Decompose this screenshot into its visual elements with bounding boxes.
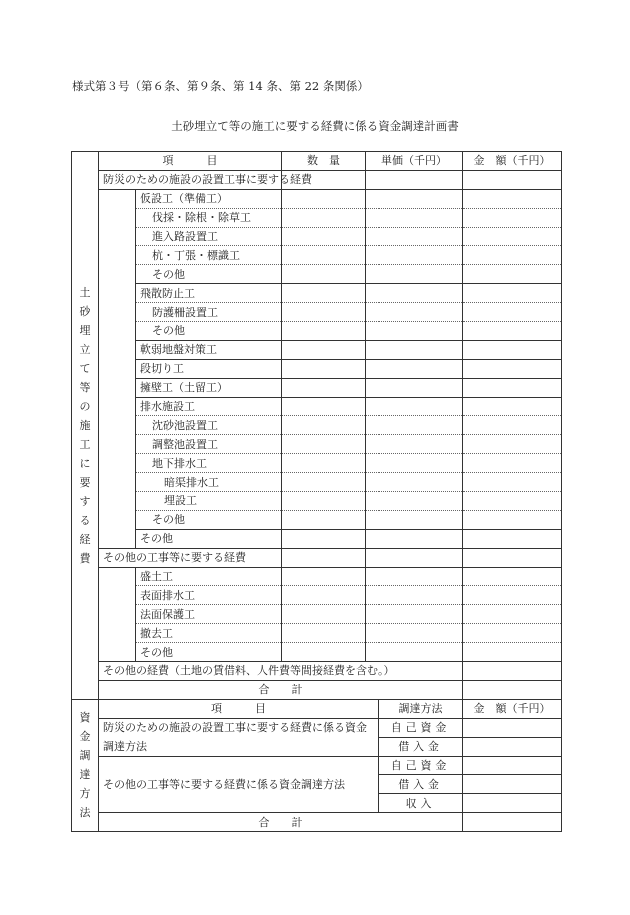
cost-item-label: 暗渠排水工	[136, 473, 282, 492]
header-item: 項 目	[99, 152, 282, 171]
funding-plan-table	[71, 151, 562, 832]
table-row	[72, 680, 562, 699]
amount-cell[interactable]	[463, 246, 562, 265]
amount-cell[interactable]	[463, 322, 562, 341]
unit-price-cell[interactable]	[366, 227, 463, 246]
quantity-cell[interactable]	[282, 397, 366, 416]
table-row	[72, 246, 562, 265]
table-row	[72, 416, 562, 435]
amount-cell[interactable]	[463, 284, 562, 303]
table-row	[72, 189, 562, 208]
section1-total-label: 合 計	[99, 680, 463, 699]
amount-cell[interactable]	[463, 303, 562, 322]
table-cell	[366, 548, 463, 567]
table-row	[72, 265, 562, 284]
quantity-cell[interactable]	[282, 624, 366, 643]
quantity-cell[interactable]	[282, 492, 366, 511]
unit-price-cell[interactable]	[366, 435, 463, 454]
cost-item-label: 伐採・除根・除草工	[136, 208, 282, 227]
amount-cell[interactable]	[463, 397, 562, 416]
table-row	[72, 718, 562, 737]
unit-price-cell[interactable]	[366, 246, 463, 265]
amount-cell[interactable]	[463, 416, 562, 435]
other-works-item-label: 表面排水工	[136, 586, 282, 605]
unit-price-cell[interactable]	[366, 586, 463, 605]
table-row	[72, 699, 562, 718]
table-row	[72, 662, 562, 681]
quantity-cell[interactable]	[282, 340, 366, 359]
header-item: 項 目	[99, 699, 379, 718]
amount-cell[interactable]	[463, 775, 562, 794]
amount-cell[interactable]	[463, 492, 562, 511]
vertical-section-label	[72, 699, 99, 831]
table-row	[72, 586, 562, 605]
quantity-cell[interactable]	[282, 567, 366, 586]
disaster-funding-label-cont: 調達方法	[99, 737, 379, 756]
unit-price-cell[interactable]	[366, 397, 463, 416]
unit-price-cell[interactable]	[366, 624, 463, 643]
total-amount-cell[interactable]	[463, 813, 562, 832]
quantity-cell[interactable]	[282, 529, 366, 548]
funding-method: 収入	[379, 794, 463, 813]
table-row	[72, 548, 562, 567]
amount-cell[interactable]	[463, 756, 562, 775]
cost-item-label: 軟弱地盤対策工	[136, 340, 282, 359]
other-works-item-label: その他	[136, 643, 282, 662]
cost-item-label: 埋設工	[136, 492, 282, 511]
quantity-cell[interactable]	[282, 586, 366, 605]
unit-price-cell[interactable]	[366, 605, 463, 624]
unit-price-cell[interactable]	[366, 454, 463, 473]
unit-price-cell[interactable]	[366, 189, 463, 208]
amount-cell[interactable]	[463, 265, 562, 284]
quantity-cell[interactable]	[282, 265, 366, 284]
funding-method: 借入金	[379, 737, 463, 756]
other-works-item-label: 法面保護工	[136, 605, 282, 624]
funding-method: 自己資金	[379, 756, 463, 775]
unit-price-cell[interactable]	[366, 322, 463, 341]
table-row	[72, 454, 562, 473]
indent-spacer	[99, 189, 136, 548]
cost-item-label: その他	[136, 322, 282, 341]
unit-price-cell[interactable]	[366, 378, 463, 397]
unit-price-cell[interactable]	[366, 529, 463, 548]
cost-item-label: 杭・丁張・標識工	[136, 246, 282, 265]
amount-cell[interactable]	[463, 718, 562, 737]
disaster-works-heading: 防災のための施設の設置工事に要する経費	[99, 170, 282, 189]
header-unit-price: 単価（千円）	[366, 152, 463, 171]
unit-price-cell[interactable]	[366, 303, 463, 322]
amount-cell[interactable]	[463, 454, 562, 473]
quantity-cell[interactable]	[282, 416, 366, 435]
indent-spacer	[99, 567, 136, 661]
table-row	[72, 152, 562, 171]
cost-item-label: 仮設工（準備工）	[136, 189, 282, 208]
quantity-cell[interactable]	[282, 378, 366, 397]
amount-cell[interactable]	[463, 340, 562, 359]
amount-cell[interactable]	[463, 605, 562, 624]
quantity-cell[interactable]	[282, 454, 366, 473]
cost-item-label: 防護柵設置工	[136, 303, 282, 322]
form-number: 様式第３号（第６条、第９条、第 14 条、第 22 条関係）	[72, 79, 369, 93]
table-row	[72, 208, 562, 227]
table-row	[72, 643, 562, 662]
table-row	[72, 397, 562, 416]
header-amount: 金 額（千円）	[463, 699, 562, 718]
amount-cell[interactable]	[463, 510, 562, 529]
table-row	[72, 473, 562, 492]
amount-cell[interactable]	[463, 662, 562, 681]
other-works-item-label: 盛土工	[136, 567, 282, 586]
amount-cell[interactable]	[463, 737, 562, 756]
header-quantity: 数 量	[282, 152, 366, 171]
document-title: 土砂埋立て等の施工に要する経費に係る資金調達計画書	[171, 119, 459, 133]
quantity-cell[interactable]	[282, 246, 366, 265]
table-row	[72, 529, 562, 548]
amount-cell[interactable]	[463, 359, 562, 378]
funding-method: 借入金	[379, 775, 463, 794]
other-expenses-row-label: その他の経費（土地の賃借料、人件費等間接経費を含む。）	[99, 662, 463, 681]
table-row	[72, 170, 562, 189]
table-row	[72, 737, 562, 756]
unit-price-cell[interactable]	[366, 359, 463, 378]
unit-price-cell[interactable]	[366, 340, 463, 359]
quantity-cell[interactable]	[282, 303, 366, 322]
table-row	[72, 227, 562, 246]
unit-price-cell[interactable]	[366, 208, 463, 227]
section2-total-label: 合 計	[99, 813, 463, 832]
table-row	[72, 435, 562, 454]
quantity-cell[interactable]	[282, 189, 366, 208]
quantity-cell[interactable]	[282, 435, 366, 454]
disaster-funding-label: 防災のための施設の設置工事に要する経費に係る資金	[99, 718, 379, 737]
header-method: 調達方法	[379, 699, 463, 718]
cost-item-label: その他	[136, 510, 282, 529]
table-cell	[463, 548, 562, 567]
unit-price-cell[interactable]	[366, 473, 463, 492]
unit-price-cell[interactable]	[366, 265, 463, 284]
funding-method: 自己資金	[379, 718, 463, 737]
table-row	[72, 756, 562, 775]
table-row	[72, 303, 562, 322]
table-cell	[463, 170, 562, 189]
unit-price-cell[interactable]	[366, 284, 463, 303]
unit-price-cell[interactable]	[366, 643, 463, 662]
cost-item-label: 進入路設置工	[136, 227, 282, 246]
amount-cell[interactable]	[463, 624, 562, 643]
amount-cell[interactable]	[463, 227, 562, 246]
cost-item-label: 段切り工	[136, 359, 282, 378]
header-amount: 金 額（千円）	[463, 152, 562, 171]
other-funding-label: その他の工事等に要する経費に係る資金調達方法	[99, 756, 379, 813]
section-label-text: 資 金 調 達 方 法	[79, 711, 91, 820]
amount-cell[interactable]	[463, 586, 562, 605]
amount-cell[interactable]	[463, 567, 562, 586]
amount-cell[interactable]	[463, 378, 562, 397]
vertical-section-label	[72, 152, 99, 700]
table-row	[72, 340, 562, 359]
table-row	[72, 359, 562, 378]
cost-item-label: その他	[136, 265, 282, 284]
unit-price-cell[interactable]	[366, 510, 463, 529]
amount-cell[interactable]	[463, 435, 562, 454]
quantity-cell[interactable]	[282, 208, 366, 227]
table-row	[72, 322, 562, 341]
cost-item-label: 排水施設工	[136, 397, 282, 416]
table-row	[72, 510, 562, 529]
other-works-heading: その他の工事等に要する経費	[99, 548, 282, 567]
quantity-cell[interactable]	[282, 227, 366, 246]
quantity-cell[interactable]	[282, 359, 366, 378]
unit-price-cell[interactable]	[366, 492, 463, 511]
section-label-text: 土 砂 埋 立 て 等 の 施 工 に 要 す る 経 費	[79, 285, 91, 565]
quantity-cell[interactable]	[282, 322, 366, 341]
amount-cell[interactable]	[463, 473, 562, 492]
cost-item-label: 擁壁工（土留工）	[136, 378, 282, 397]
quantity-cell[interactable]	[282, 510, 366, 529]
amount-cell[interactable]	[463, 208, 562, 227]
table-row	[72, 624, 562, 643]
amount-cell[interactable]	[463, 643, 562, 662]
cost-item-label: 調整池設置工	[136, 435, 282, 454]
quantity-cell[interactable]	[282, 473, 366, 492]
table-row	[72, 492, 562, 511]
table-row	[72, 284, 562, 303]
cost-item-label: その他	[136, 529, 282, 548]
other-works-item-label: 撤去工	[136, 624, 282, 643]
amount-cell[interactable]	[463, 189, 562, 208]
quantity-cell[interactable]	[282, 605, 366, 624]
unit-price-cell[interactable]	[366, 567, 463, 586]
amount-cell[interactable]	[463, 794, 562, 813]
table-row	[72, 378, 562, 397]
cost-item-label: 沈砂池設置工	[136, 416, 282, 435]
total-amount-cell[interactable]	[463, 680, 562, 699]
amount-cell[interactable]	[463, 529, 562, 548]
cost-item-label: 飛散防止工	[136, 284, 282, 303]
quantity-cell[interactable]	[282, 284, 366, 303]
unit-price-cell[interactable]	[366, 416, 463, 435]
table-cell	[282, 548, 366, 567]
table-row	[72, 605, 562, 624]
table-cell	[366, 170, 463, 189]
table-row	[72, 813, 562, 832]
table-row	[72, 567, 562, 586]
cost-item-label: 地下排水工	[136, 454, 282, 473]
quantity-cell[interactable]	[282, 643, 366, 662]
